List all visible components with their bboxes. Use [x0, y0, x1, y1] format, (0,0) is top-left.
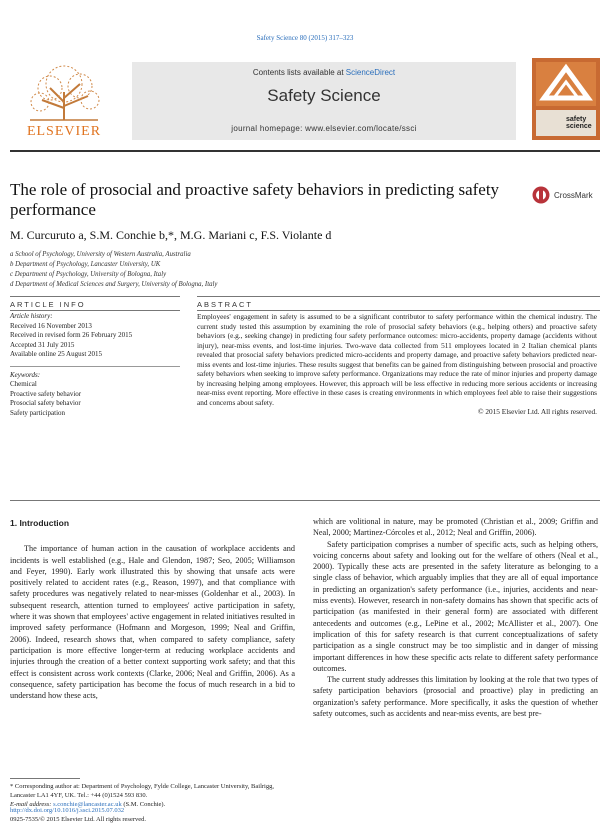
abstract-text: Employees' engagement in safety is assumed to be a significant contributor to safety performance within the chemical industry. The current study tested this assumption by examining the role of prosocial safety behaviors (e.g., helping others) and proactive safety behaviors (e.g., seeking change) in predicting four safety performance outcomes: micro-accidents, property damage (accidents without injury), near-miss events, and lost-time injuries. Two-wave data collected from 511 employees located in 2 Italian chemical plants revealed that prosocial safety behaviors predicted micro-accidents and property damage, and proactive safety behaviors predicted near-miss events and lost-time injuries. These results suggest that benefits can be gained from distinguishing between prosocial and proactive safety behaviors when seeking to improve safety performance. Organizations may reduce the rate of minor injuries and property damage by increasing helping among employees. However, this approach will be less effective in reducing more serious accidents or increasing near-miss event reporting. More effective in these cases is creating environments in which employees feel able to raise their suggestions and concerns about safety.: [197, 312, 597, 407]
abstract-top-rule: [197, 296, 600, 297]
history-item: Received in revised form 26 February 2015: [10, 331, 133, 339]
affiliation-item: a School of Psychology, University of Western Australia, Australia: [10, 251, 191, 258]
homepage-url[interactable]: www.elsevier.com/locate/ssci: [305, 124, 417, 133]
journal-cover-image: [532, 58, 600, 140]
abstract-heading: ABSTRACT: [197, 300, 254, 309]
doi-link[interactable]: http://dx.doi.org/10.1016/j.ssci.2015.07.032: [10, 807, 125, 814]
cover-title: safety science: [566, 116, 592, 130]
keyword-item: Proactive safety behavior: [10, 389, 82, 398]
crossmark-icon: [532, 186, 550, 204]
journal-header-box: [132, 62, 516, 140]
crossmark-badge[interactable]: [532, 186, 602, 206]
info-divider: [10, 366, 180, 367]
history-label: Article history:: [10, 312, 53, 320]
article-info: [10, 312, 180, 418]
keywords-label: Keywords:: [10, 370, 41, 379]
article-info-heading: ARTICLE INFO: [10, 300, 86, 309]
crossmark-label: CrossMark: [554, 190, 593, 200]
sciencedirect-link[interactable]: ScienceDirect: [345, 68, 396, 77]
author-list: M. Curcuruto a, S.M. Conchie b,*, M.G. Mariani c, F.S. Violante d: [10, 228, 332, 242]
elsevier-logo: [10, 62, 118, 140]
history-item: Received 16 November 2013: [10, 321, 92, 330]
doi-block: [10, 806, 146, 824]
issn-line: 0925-7535/© 2015 Elsevier Ltd. All rights reserved.: [10, 816, 146, 823]
footnote: [10, 782, 300, 809]
keyword-item: Prosocial safety behavior: [10, 399, 81, 407]
abstract-sub-rule: [197, 310, 600, 311]
paragraph: The current study addresses this limitation by looking at the role that two types of safety participation behaviors (prosocial and proactive) play in predicting an organization's safety performance. More specifically, it asks the question of whether safety outcomes, such as accidents and near-miss events, are best pre-: [313, 675, 598, 719]
paragraph: The importance of human action in the causation of workplace accidents and incidents is well established (e.g., Hale and Glendon, 1987; Seo, 2005; Williamson and Feyer, 1990). Early work illustrated this by showing that unsafe acts were positively related to accident rates (e.g., Reason, 1997), and that compliance with safety procedures was negatively related to near-misses (Goldenhar et al., 2003). In subsequent research, attention turned to employees' active participation in safety, where it was shown that employees' active engagement in related initiatives resulted in improved safety performance (Hofmann and Morgeson, 1999; Neal and Griffin, 2006). Indeed, research shows that, when compared to safety compliance, safety participation is more effective longer-term at reducing workplace accidents and injuries through the creation of a better context supporting work safety; and that this effect is consistent across work contexts (Clarke, 2006; Neal and Griffin, 2006). As a consequence, safety participation has become the focus of much research in a bid to understand how these acts,: [10, 544, 295, 701]
abstract-copyright: © 2015 Elsevier Ltd. All rights reserved.: [477, 407, 597, 416]
paragraph: which are volitional in nature, may be promoted (Christian et al., 2009; Griffin and Neal, 2000; Martinez-Córcoles et al., 2012; Neal and Griffin, 2006).: [313, 517, 598, 538]
homepage-prefix: journal homepage:: [231, 124, 303, 133]
keyword-item: Chemical: [10, 380, 37, 388]
journal-reference-link[interactable]: Safety Science 80 (2015) 317–323: [256, 34, 354, 42]
journal-homepage-line: [132, 124, 516, 133]
keyword-item: Safety participation: [10, 408, 66, 417]
footnote-rule: [10, 778, 80, 779]
body-right-column: [313, 516, 598, 719]
contents-line: [132, 68, 516, 77]
elsevier-tree-icon: [10, 62, 118, 124]
abstract: [197, 312, 597, 417]
elsevier-wordmark: ELSEVIER: [26, 124, 102, 139]
abstract-bottom-rule: [10, 500, 600, 501]
affiliations: [10, 250, 217, 290]
email-link[interactable]: s.conchie@lancaster.ac.uk: [53, 801, 122, 808]
email-label: E-mail address:: [10, 801, 52, 808]
info-top-rule: [10, 296, 180, 297]
affiliation-item: b Department of Psychology, Lancaster University, UK: [10, 261, 161, 268]
email-suffix: (S.M. Conchie).: [123, 801, 166, 808]
corresponding-author-note: * Corresponding author at: Department of Psychology, Fylde College, Lancaster University, Bailrigg, Lancaster LA1 4YF, UK. Tel.: +44 (0)1524 593 830.: [10, 783, 274, 799]
article-title: The role of prosocial and proactive safety behaviors in predicting safety performance: [10, 180, 500, 219]
affiliation-item: d Department of Medical Sciences and Surgery, University of Bologna, Italy: [10, 281, 218, 288]
history-item: Available online 25 August 2015: [10, 350, 103, 358]
section-heading: 1. Introduction: [10, 518, 70, 528]
paragraph: Safety participation comprises a number of specific acts, such as helping others, voicing concerns about safety and looking out for the welfare of others (Neal et al., 2000). Typically these acts are presented in the safety literature as belonging to a single class of behavior, which arguably implies that they are all of equal importance in predicting an organization's safety performance (i.e., injuries, accidents and near-miss events). However, research in non-safety domains has shown that specific acts of participation (as manifested in their general form) are associated with different antecedents and outcomes (e.g., LePine et al., 2002; McAllister et al., 2007). One implication of this for safety research is that current conceptualizations of safety participation as a single construct may be too simplistic and in danger of missing important differences in how these specific acts relate to different safety performance outcomes.: [313, 539, 598, 673]
history-item: Accepted 31 July 2015: [10, 340, 75, 349]
info-sub-rule: [10, 310, 180, 311]
affiliation-item: c Department of Psychology, University of Bologna, Italy: [10, 271, 167, 278]
header-divider: [10, 150, 600, 152]
contents-prefix: Contents lists available at: [252, 68, 344, 77]
body-left-column: [10, 518, 295, 701]
journal-name: Safety Science: [267, 86, 381, 105]
